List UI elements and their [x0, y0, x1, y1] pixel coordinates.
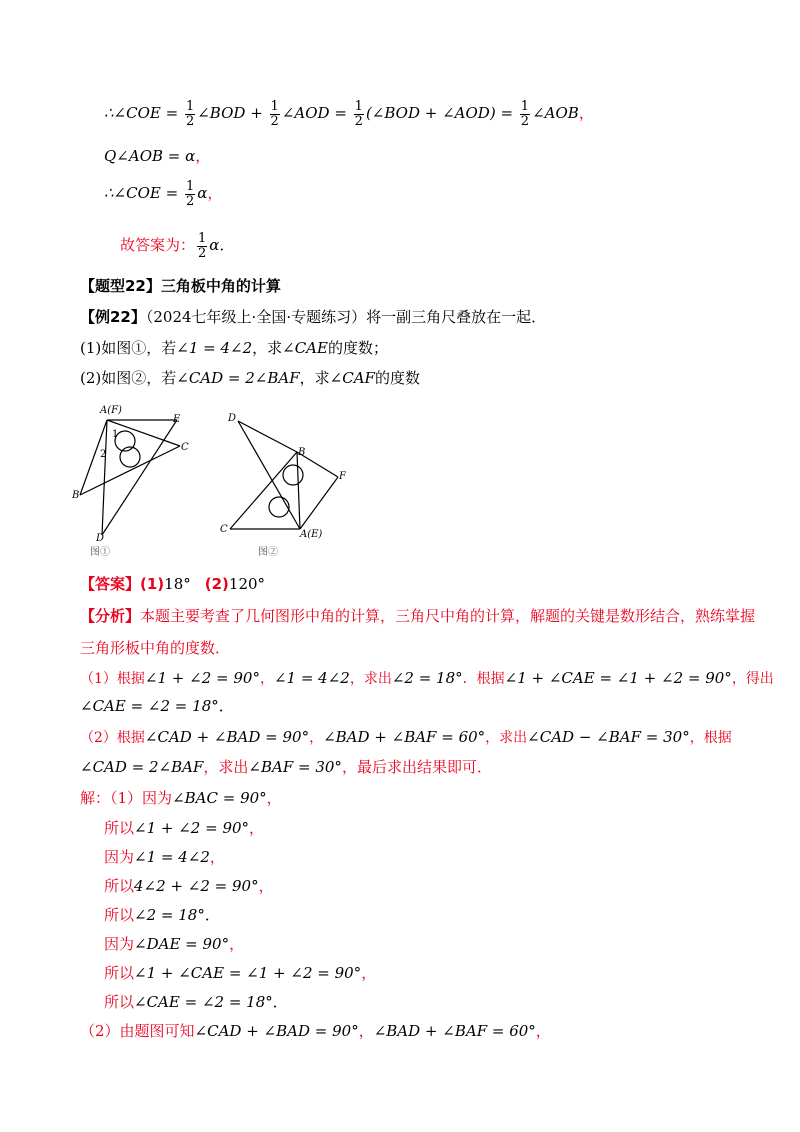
fraction: $\frac{1}{2}$ [185, 178, 195, 209]
fraction: $\frac{1}{2}$ [354, 98, 363, 129]
punct: ， [195, 147, 211, 165]
solution-label: 解： [80, 789, 111, 807]
solution-line-7: 所以∠1 + ∠CAE = ∠1 + ∠2 = 90°， [104, 964, 377, 982]
solution-line-3: 因为∠1 = 4∠2， [104, 848, 225, 866]
analysis-line-1: 【分析】本题主要考查了几何图形中角的计算，三角尺中角的计算，解题的关键是数形结合，熟练掌握 [80, 607, 756, 625]
math-expr: ∴∠COE = [104, 184, 183, 202]
fraction: $\frac{1}{2}$ [185, 98, 195, 129]
figure-2 [230, 421, 338, 529]
fig2-label-d: D [228, 413, 237, 424]
fig1-label-d: D [96, 533, 105, 544]
math-expr: Q∠AOB = α [104, 147, 196, 165]
answer-value-2: 120° [228, 575, 266, 593]
fig1-label-1: 1 [112, 429, 119, 440]
answer-label: 故答案为： [120, 236, 196, 254]
solution-line-8: 所以∠CAE = ∠2 = 18°． [104, 993, 288, 1011]
solution-line-1: 解：（1）因为∠BAC = 90°， [80, 789, 282, 807]
example-line [80, 307, 546, 327]
analysis-line-2: 三角形板中角的度数． [80, 639, 231, 657]
example-label: 【例22】 [80, 308, 146, 326]
question-2: (2)如图②，若∠CAD = 2∠BAF，求∠CAF的度数 [80, 369, 420, 387]
answer-row: 【答案】(1)18° (2)120° [80, 575, 266, 593]
derivation-line-1 [104, 98, 594, 128]
solution-line-4: 所以4∠2 + ∠2 = 90°， [104, 877, 274, 895]
math-expr: (∠BOD + ∠AOD) = [365, 104, 518, 122]
math-expr: α [209, 236, 220, 254]
fig2-edge [297, 452, 300, 529]
fig2-edge [300, 477, 338, 529]
analysis-step-2b: ∠CAD = 2∠BAF，求出∠BAF = 30°，最后求出结果即可． [80, 758, 492, 776]
solution-line-6: 因为∠DAE = 90°， [104, 935, 245, 953]
fig2-label-f: F [339, 471, 346, 482]
fraction: $\frac{1}{2}$ [520, 98, 530, 129]
solution-line-2: 所以∠1 + ∠2 = 90°， [104, 819, 265, 837]
math-expr: ∴∠COE = [104, 104, 183, 122]
fig2-label-a: A(E) [300, 529, 323, 540]
derivation-line-3 [104, 178, 222, 208]
section-title: 【题型22】三角板中角的计算 [80, 277, 281, 295]
math-expr: ∠BOD + [197, 104, 268, 122]
answer-label: 【答案】 [80, 575, 141, 593]
fig2-caption: 图② [258, 547, 278, 558]
answer-value-1: 18° [164, 575, 191, 593]
fraction: $\frac{1}{2}$ [270, 98, 279, 129]
fig1-label-b: B [72, 490, 80, 501]
analysis-step-1: （1）根据∠1 + ∠2 = 90°，∠1 = 4∠2，求出∠2 = 18°．根据∠1 + ∠CAE = ∠1 + ∠2 = 90°，得出 [80, 669, 774, 687]
analysis-step-1b: ∠CAE = ∠2 = 18°． [80, 697, 234, 715]
solution-line-9: （2）由题图可知∠CAD + ∠BAD = 90°，∠BAD + ∠BAF = 60°， [80, 1022, 551, 1040]
punct: ， [578, 104, 594, 122]
figure-1 [80, 420, 180, 535]
fig1-label-e: E [173, 414, 181, 425]
punct: ． [219, 236, 235, 254]
fig2-circle [269, 497, 289, 517]
fig1-caption: 图① [90, 547, 110, 558]
answer-line [120, 230, 234, 260]
analysis-step-2: （2）根据∠CAD + ∠BAD = 90°，∠BAD + ∠BAF = 60°，求出∠CAD − ∠BAF = 30°，根据 [80, 728, 732, 746]
analysis-label: 【分析】 [80, 607, 141, 625]
fig2-circle [283, 465, 303, 485]
example-source: （2024七年级上·全国·专题练习）将一副三角尺叠放在一起． [145, 308, 547, 326]
fig1-label-2: 2 [100, 449, 107, 460]
fig1-edge [102, 420, 107, 535]
math-expr: ∠AOB [532, 104, 579, 122]
fig2-edge [230, 452, 297, 529]
solution-line-5: 所以∠2 = 18°． [104, 906, 220, 924]
math-expr: α [197, 184, 208, 202]
math-expr: ∠AOD = [281, 104, 352, 122]
fig2-label-c: C [220, 524, 228, 535]
fraction: $\frac{1}{2}$ [198, 230, 207, 261]
fig1-label-a: A(F) [100, 405, 122, 416]
derivation-line-2 [104, 146, 210, 166]
question-1: (1)如图①，若∠1 = 4∠2，求∠CAE的度数； [80, 339, 388, 357]
punct: ， [207, 184, 223, 202]
figures [60, 395, 380, 565]
fig1-label-c: C [181, 442, 189, 453]
fig2-label-b: B [298, 447, 306, 458]
